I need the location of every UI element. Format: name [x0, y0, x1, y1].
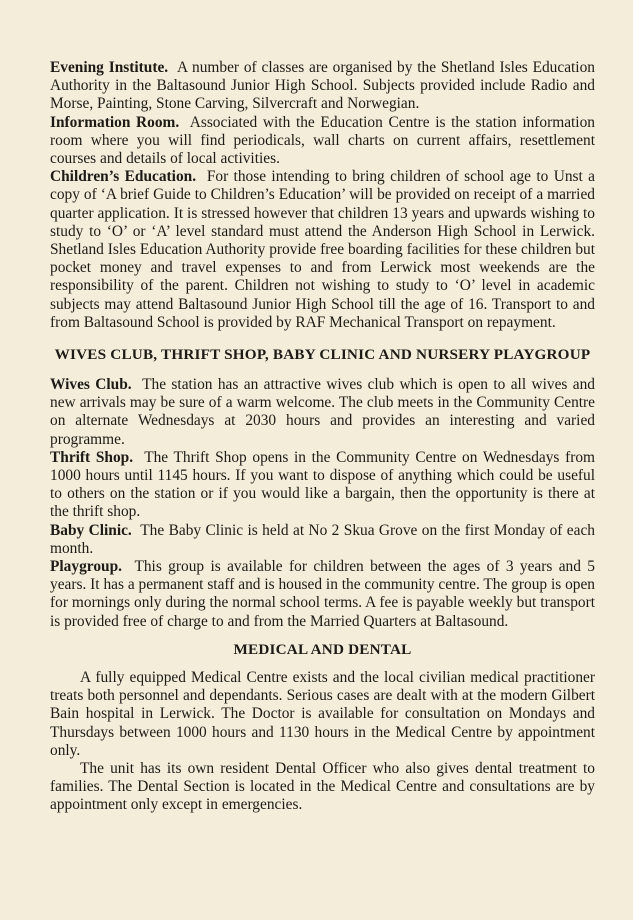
paragraph-text: A fully equipped Medical Centre exists and the local civilian medical practitioner treats both personnel and dependants. Serious cases are dealt with at the modern Gilbert Bain hospital in Lerwick. The Doctor is available for consultation on Mondays and Thursdays between 1000 hours and 1130 hours in the Medical Centre by appointment only.: [50, 668, 595, 759]
paragraph-text: The Thrift Shop opens in the Community Centre on Wednesdays from 1000 hours until 1145 hours. If you want to dispose of anything which could be useful to others on the station or if you would like a bargain, then the opportunity is there at the thrift shop.: [50, 448, 595, 521]
paragraph-lead: Evening Institute.: [50, 59, 169, 76]
paragraph-information-room: [50, 114, 595, 169]
paragraph-lead: Children’s Education.: [50, 168, 197, 186]
paragraph-lead: Playgroup.: [50, 558, 122, 576]
paragraph-playgroup: [50, 558, 595, 631]
paragraph-lead: Wives Club.: [50, 376, 132, 394]
paragraph-text: A number of classes are organised by the Shetland Isles Education Authority in the Baltasound Junior High School. Subjects provided include Radio and Morse, Painting, Stone Carving, Silvercraft and Norwegian.: [50, 59, 595, 113]
paragraph-text: This group is available for children between the ages of 3 years and 5 years. It has a permanent staff and is housed in the community centre. The group is open for mornings only during the normal school terms. A fee is payable weekly but transport is provided free of charge to and from the Married Quarters at Baltasound.: [50, 558, 596, 630]
paragraph-text: The unit has its own resident Dental Officer who also gives dental treatment to families. The Dental Section is located in the Medical Centre and consultations are by appointment only except in emergencies.: [50, 759, 595, 814]
paragraph-wives-club: [50, 376, 595, 449]
paragraph-lead: Information Room.: [50, 113, 180, 131]
paragraph-thrift-shop: [50, 449, 595, 522]
paragraph-text: The Baby Clinic is held at No 2 Skua Grove on the first Monday of each month.: [50, 521, 595, 557]
paragraph-lead: Baby Clinic.: [50, 521, 132, 539]
paragraph-text: The station has an attractive wives club which is open to all wives and new arrivals may be sure of a warm welcome. The club meets in the Community Centre on alternate Wednesdays at 2030 hours and provides an interesting and varied programme.: [50, 376, 595, 448]
paragraph-evening-institute: [50, 59, 595, 114]
section-heading-wives-club: WIVES CLUB, THRIFT SHOP, BABY CLINIC AND NURSERY PLAYGROUP: [54, 346, 591, 364]
paragraph-text: Associated with the Education Centre is the station information room where you will find periodicals, wall charts on current affairs, resettlement courses and details of local activities.: [50, 113, 595, 168]
paragraph-dental: [50, 760, 595, 815]
paragraph-medical-centre: [50, 669, 595, 760]
paragraph-lead: Thrift Shop.: [50, 448, 134, 466]
section-heading-medical-dental: MEDICAL AND DENTAL: [233, 640, 412, 658]
paragraph-baby-clinic: [50, 522, 595, 558]
paragraph-text: For those intending to bring children of school age to Unst a copy of ‘A brief Guide to Children’s Education’ will be provided on receipt of a married quarter application. It is stressed however that children 13 years and upwards wishing to study to ‘O’ or ‘A’ level standard must attend the Anderson High School in Lerwick. Shetland Isles Education Authority provide free boarding facilities for these children but pocket money and travel expenses to and from Lerwick most weekends are the responsibility of the parent. Children not wishing to study to ‘O’ level in academic subjects may attend Baltasound Junior High School till the age of 16. Transport to and from Baltasound School is provided by RAF Mechanical Transport on repayment.: [50, 168, 595, 331]
paragraph-childrens-education: [50, 168, 595, 332]
document-page: [50, 59, 595, 815]
